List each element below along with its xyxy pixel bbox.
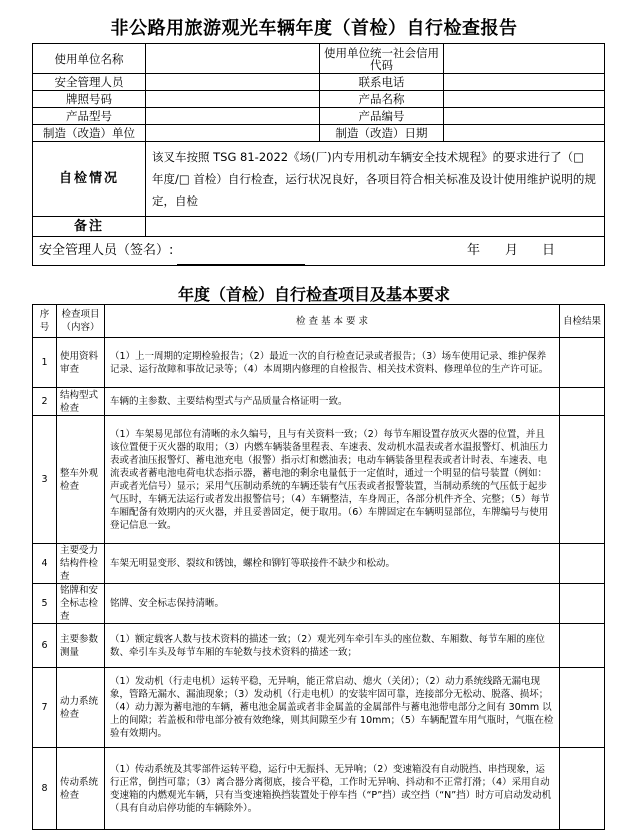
row-result[interactable] <box>560 544 605 584</box>
row-item: 动力系统检查 <box>57 668 105 748</box>
row-no: 1 <box>33 338 57 388</box>
inspection-row <box>33 668 605 748</box>
row-no: 8 <box>33 748 57 830</box>
inspection-row <box>33 544 605 584</box>
safety-manager-value[interactable] <box>146 74 320 91</box>
row-item: 主要受力结构件检查 <box>57 544 105 584</box>
row-result[interactable] <box>560 584 605 624</box>
row-no: 4 <box>33 544 57 584</box>
row-result[interactable] <box>560 748 605 830</box>
inspection-table <box>32 304 605 830</box>
row-no: 5 <box>33 584 57 624</box>
row-no: 3 <box>33 416 57 544</box>
plate-value[interactable] <box>146 91 320 108</box>
row-requirement: （1）上一周期的定期检验报告；（2）最近一次的自行检查记录或者报告；（3）场车使用记录、维护保养记录、运行故障和事故记录等；（4）本周期内修理的自检报告、相关技术资料、修理单位的生产许可证。 <box>105 338 560 388</box>
product-no-value[interactable] <box>444 108 605 125</box>
header-item: 检查项目（内容） <box>57 305 105 338</box>
self-check-label: 自检情况 <box>33 142 146 217</box>
inspection-row <box>33 338 605 388</box>
row-requirement: （1）发动机（行走电机）运转平稳，无异响，能正常启动、熄火（关闭）；（2）动力系统线路无漏电现象，管路无漏水、漏油现象；（3）发动机（行走电机）的安装牢固可靠，连接部分无松动、脱落、损坏；（4）动力源为蓄电池的车辆，蓄电池金属盖或者非金属盖的金属部件与蓄电池带电部分之间有 30mm 以上的间隙；若盖板和带电部分被有效绝缘，则其间隙至少有 10mm；（5）车辆配置车用气瓶时，气瓶在检验有效期内。 <box>105 668 560 748</box>
row-item: 结构型式检查 <box>57 388 105 416</box>
row-result[interactable] <box>560 416 605 544</box>
row-item: 使用资料审查 <box>57 338 105 388</box>
row-result[interactable] <box>560 338 605 388</box>
row-item: 主要参数测量 <box>57 624 105 668</box>
remark-label: 备注 <box>33 217 146 237</box>
phone-label: 联系电话 <box>320 74 444 91</box>
plate-label: 牌照号码 <box>33 91 146 108</box>
inspection-row <box>33 416 605 544</box>
credit-code-value[interactable] <box>444 44 605 74</box>
inspection-row <box>33 624 605 668</box>
row-no: 7 <box>33 668 57 748</box>
phone-value[interactable] <box>444 74 605 91</box>
product-name-value[interactable] <box>444 91 605 108</box>
model-value[interactable] <box>146 108 320 125</box>
basic-info-table <box>32 43 605 266</box>
product-no-label: 产品编号 <box>320 108 444 125</box>
year-label: 年 <box>467 243 481 258</box>
header-no: 序号 <box>33 305 57 338</box>
row-item: 传动系统检查 <box>57 748 105 830</box>
model-label: 产品型号 <box>33 108 146 125</box>
row-requirement: （1）额定载客人数与技术资料的描述一致；（2）观光列车牵引车头的座位数、车厢数、每节车厢的座位数、牵引车头及每节车厢的车轮数与技术资料的描述一致； <box>105 624 560 668</box>
product-name-label: 产品名称 <box>320 91 444 108</box>
row-requirement: 车辆的主参数、主要结构型式与产品质量合格证明一致。 <box>105 388 560 416</box>
report-title: 非公路用旅游观光车辆年度（首检）自行检查报告 <box>110 18 518 39</box>
self-check-text: 该叉车按照 TSG 81-2022《场(厂)内专用机动车辆安全技术规程》的要求进行了（□ 年度/□ 首检）自行检查，运行状况良好，各项目符合相关标准及设计使用维护说明的规定，自检 <box>146 142 605 217</box>
section-title: 年度（首检）自行检查项目及基本要求 <box>177 285 450 304</box>
row-result[interactable] <box>560 388 605 416</box>
date-label: 制造（改造）日期 <box>320 125 444 142</box>
signature-row <box>33 237 605 266</box>
signature-line[interactable] <box>177 250 305 265</box>
header-requirement: 检 查 基 本 要 求 <box>105 305 560 338</box>
day-label: 日 <box>542 243 556 258</box>
use-unit-label: 使用单位名称 <box>33 44 146 74</box>
row-result[interactable] <box>560 668 605 748</box>
maker-value[interactable] <box>146 125 320 142</box>
safety-manager-label: 安全管理人员 <box>33 74 146 91</box>
row-requirement: （1）车架易见部位有清晰的永久编号，且与有关资料一致；（2）每节车厢设置存放灭火器的位置，并且该位置便于灭火器的取用；（3）内燃车辆装备里程表、车速表、发动机水温表或者水温报警灯、机油压力表或者油压报警灯、蓄电池充电（报警）指示灯和燃油表；电动车辆装备里程表或者计时表、车速表、电流表或者蓄电池电荷电状态指示器，蓄电池的剩余电量低于一定值时，通过一个明显的信号装置（例如：声或者光信号）显示；采用气压制动系统的车辆还装有气压表或者报警装置，当制动系统的气压低于起步气压时，车辆无法运行或者发出报警信号；（4）车辆整洁，车身周正，各部分机件齐全、完整；（5）每节车厢配备有效期内的灭火器，并且妥善固定，便于取用。（6）车牌固定在车辆明显部位，车牌编号与使用登记信息一致。 <box>105 416 560 544</box>
row-no: 6 <box>33 624 57 668</box>
row-requirement: 车架无明显变形、裂纹和锈蚀，螺栓和铆钉等联接件不缺少和松动。 <box>105 544 560 584</box>
credit-code-label: 使用单位统一社会信用代码 <box>320 44 444 74</box>
remark-value[interactable] <box>146 217 605 237</box>
use-unit-value[interactable] <box>146 44 320 74</box>
row-requirement: 铭牌、安全标志保持清晰。 <box>105 584 560 624</box>
inspection-row <box>33 584 605 624</box>
row-requirement: （1）传动系统及其零部件运转平稳，运行中无振抖、无异响；（2）变速箱没有自动脱挡、串挡现象，运行正常，倒挡可靠；（3）离合器分离彻底，接合平稳，工作时无异响、抖动和不正常打滑；（4）采用自动变速箱的内燃观光车辆，只有当变速箱换挡装置处于停车挡（“P”挡）或空挡（“N”挡）时方可启动发动机（具有自动启停功能的车辆除外）。 <box>105 748 560 830</box>
month-label: 月 <box>505 243 519 258</box>
date-value[interactable] <box>444 125 605 142</box>
signature-label: 安全管理人员（签名）: <box>39 243 174 258</box>
maker-label: 制造（改造）单位 <box>33 125 146 142</box>
row-no: 2 <box>33 388 57 416</box>
header-result: 自检结果 <box>560 305 605 338</box>
row-item: 整车外观检查 <box>57 416 105 544</box>
inspection-row <box>33 748 605 830</box>
inspection-row <box>33 388 605 416</box>
row-result[interactable] <box>560 624 605 668</box>
row-item: 铭牌和安全标志检查 <box>57 584 105 624</box>
